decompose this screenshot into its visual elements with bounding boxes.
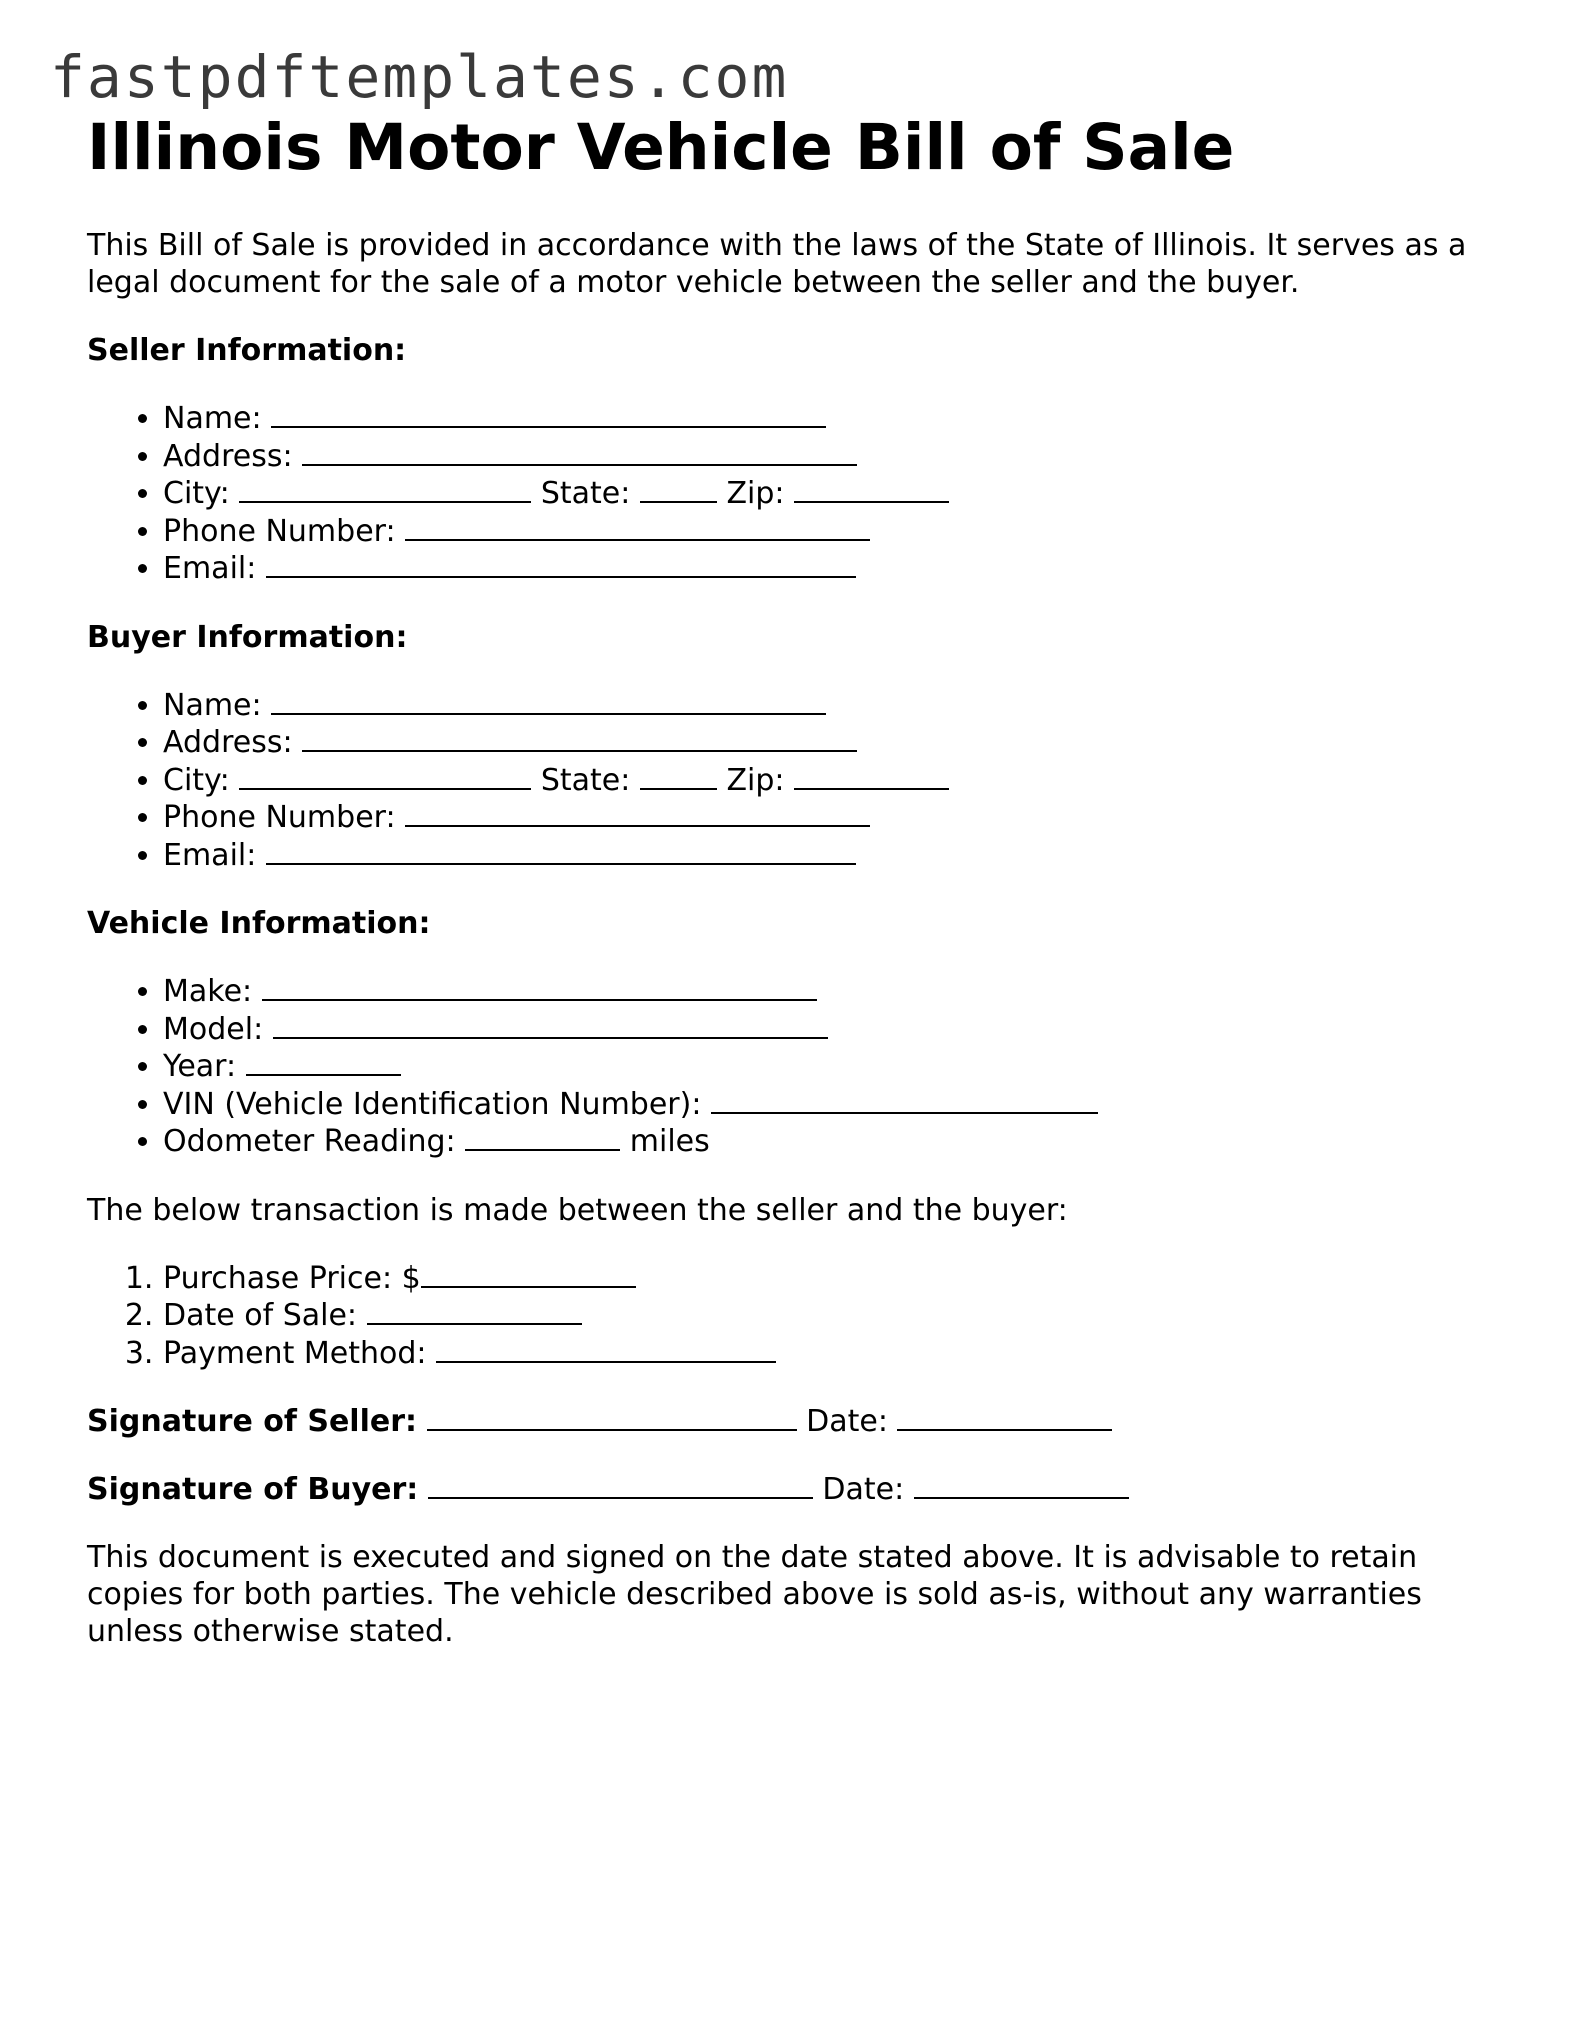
buyer-signature-field[interactable]: [428, 1471, 813, 1499]
buyer-address-field[interactable]: [302, 724, 857, 752]
buyer-phone-item: [163, 799, 1487, 837]
seller-email-label: Email:: [163, 551, 257, 587]
vehicle-info-list: [87, 973, 1487, 1161]
seller-phone-field[interactable]: [405, 513, 870, 541]
buyer-info-list: [87, 687, 1487, 875]
buyer-phone-field[interactable]: [405, 799, 870, 827]
seller-zip-label: Zip:: [726, 476, 785, 512]
buyer-city-label: City:: [163, 762, 230, 798]
buyer-section-heading: Buyer Information:: [87, 619, 408, 655]
vehicle-make-item: [163, 973, 1487, 1011]
vehicle-year-label: Year:: [163, 1049, 237, 1085]
seller-phone-label: Phone Number:: [163, 513, 396, 549]
payment-method-field[interactable]: [436, 1335, 776, 1363]
buyer-email-label: Email:: [163, 837, 257, 873]
vehicle-model-label: Model:: [163, 1011, 264, 1047]
vehicle-make-label: Make:: [163, 974, 253, 1010]
buyer-signature-date-label: Date:: [822, 1472, 905, 1508]
buyer-name-label: Name:: [163, 687, 262, 723]
vehicle-odometer-unit: miles: [629, 1124, 710, 1160]
buyer-name-field[interactable]: [271, 687, 826, 715]
seller-zip-field[interactable]: [794, 475, 949, 503]
seller-name-field[interactable]: [271, 400, 826, 428]
seller-address-field[interactable]: [302, 438, 857, 466]
seller-signature-date-field[interactable]: [897, 1403, 1112, 1431]
seller-state-label: State:: [540, 476, 631, 512]
buyer-city-field[interactable]: [239, 762, 531, 790]
buyer-signature-row: [87, 1471, 1487, 1508]
seller-name-label: Name:: [163, 401, 262, 437]
buyer-email-item: [163, 837, 1487, 875]
buyer-name-item: [163, 687, 1487, 725]
seller-address-label: Address:: [163, 438, 293, 474]
seller-info-list: [87, 400, 1487, 588]
seller-signature-row: [87, 1403, 1487, 1440]
date-of-sale-label: Date of Sale:: [163, 1298, 358, 1334]
seller-city-item: [163, 475, 1487, 513]
watermark: fastpdftemplates.com: [50, 43, 789, 111]
seller-address-item: [163, 438, 1487, 476]
vehicle-model-item: [163, 1011, 1487, 1049]
purchase-price-field[interactable]: [421, 1260, 636, 1288]
date-of-sale-item: [163, 1297, 1487, 1335]
vehicle-model-field[interactable]: [273, 1011, 828, 1039]
vehicle-vin-field[interactable]: [711, 1086, 1098, 1114]
buyer-state-label: State:: [540, 762, 631, 798]
buyer-zip-field[interactable]: [794, 762, 949, 790]
vehicle-odometer-field[interactable]: [465, 1123, 620, 1151]
vehicle-odometer-label: Odometer Reading:: [163, 1124, 456, 1160]
vehicle-vin-item: [163, 1086, 1487, 1124]
vehicle-section-heading: Vehicle Information:: [87, 906, 431, 942]
seller-city-label: City:: [163, 476, 230, 512]
buyer-address-label: Address:: [163, 725, 293, 761]
document-title: Illinois Motor Vehicle Bill of Sale: [87, 111, 1235, 184]
payment-method-label: Payment Method:: [163, 1335, 427, 1371]
seller-email-field[interactable]: [266, 550, 856, 578]
seller-name-item: [163, 400, 1487, 438]
vehicle-odometer-item: [163, 1123, 1487, 1161]
seller-section-heading: Seller Information:: [87, 333, 407, 369]
buyer-signature-label: Signature of Buyer:: [87, 1472, 419, 1508]
purchase-price-item: [163, 1260, 1487, 1298]
date-of-sale-field[interactable]: [367, 1297, 582, 1325]
buyer-zip-label: Zip:: [726, 762, 785, 798]
seller-email-item: [163, 550, 1487, 588]
intro-paragraph: This Bill of Sale is provided in accordance with the laws of the State of Illinois. It serves as a legal document for the sale of a motor vehicle between the seller and the buyer.: [87, 228, 1467, 301]
seller-state-field[interactable]: [640, 475, 717, 503]
seller-phone-item: [163, 513, 1487, 551]
document-page: [87, 112, 1487, 1650]
closing-paragraph: This document is executed and signed on the date stated above. It is advisable to retain copies for both parties. The vehicle described above is sold as-is, without any warranties unless otherwise stated.: [87, 1540, 1422, 1650]
transaction-list: [87, 1260, 1487, 1373]
seller-signature-label: Signature of Seller:: [87, 1404, 418, 1440]
vehicle-vin-label: VIN (Vehicle Identification Number):: [163, 1086, 702, 1122]
buyer-signature-date-field[interactable]: [914, 1471, 1129, 1499]
buyer-phone-label: Phone Number:: [163, 800, 396, 836]
purchase-price-label: Purchase Price: $: [163, 1260, 421, 1296]
seller-signature-field[interactable]: [427, 1403, 797, 1431]
vehicle-year-item: [163, 1048, 1487, 1086]
buyer-state-field[interactable]: [640, 762, 717, 790]
vehicle-make-field[interactable]: [262, 973, 817, 1001]
buyer-address-item: [163, 724, 1487, 762]
buyer-email-field[interactable]: [266, 837, 856, 865]
transaction-intro: The below transaction is made between the seller and the buyer:: [87, 1192, 1068, 1228]
seller-signature-date-label: Date:: [806, 1404, 888, 1440]
buyer-city-item: [163, 762, 1487, 800]
payment-method-item: [163, 1335, 1487, 1373]
seller-city-field[interactable]: [239, 475, 531, 503]
vehicle-year-field[interactable]: [246, 1048, 401, 1076]
